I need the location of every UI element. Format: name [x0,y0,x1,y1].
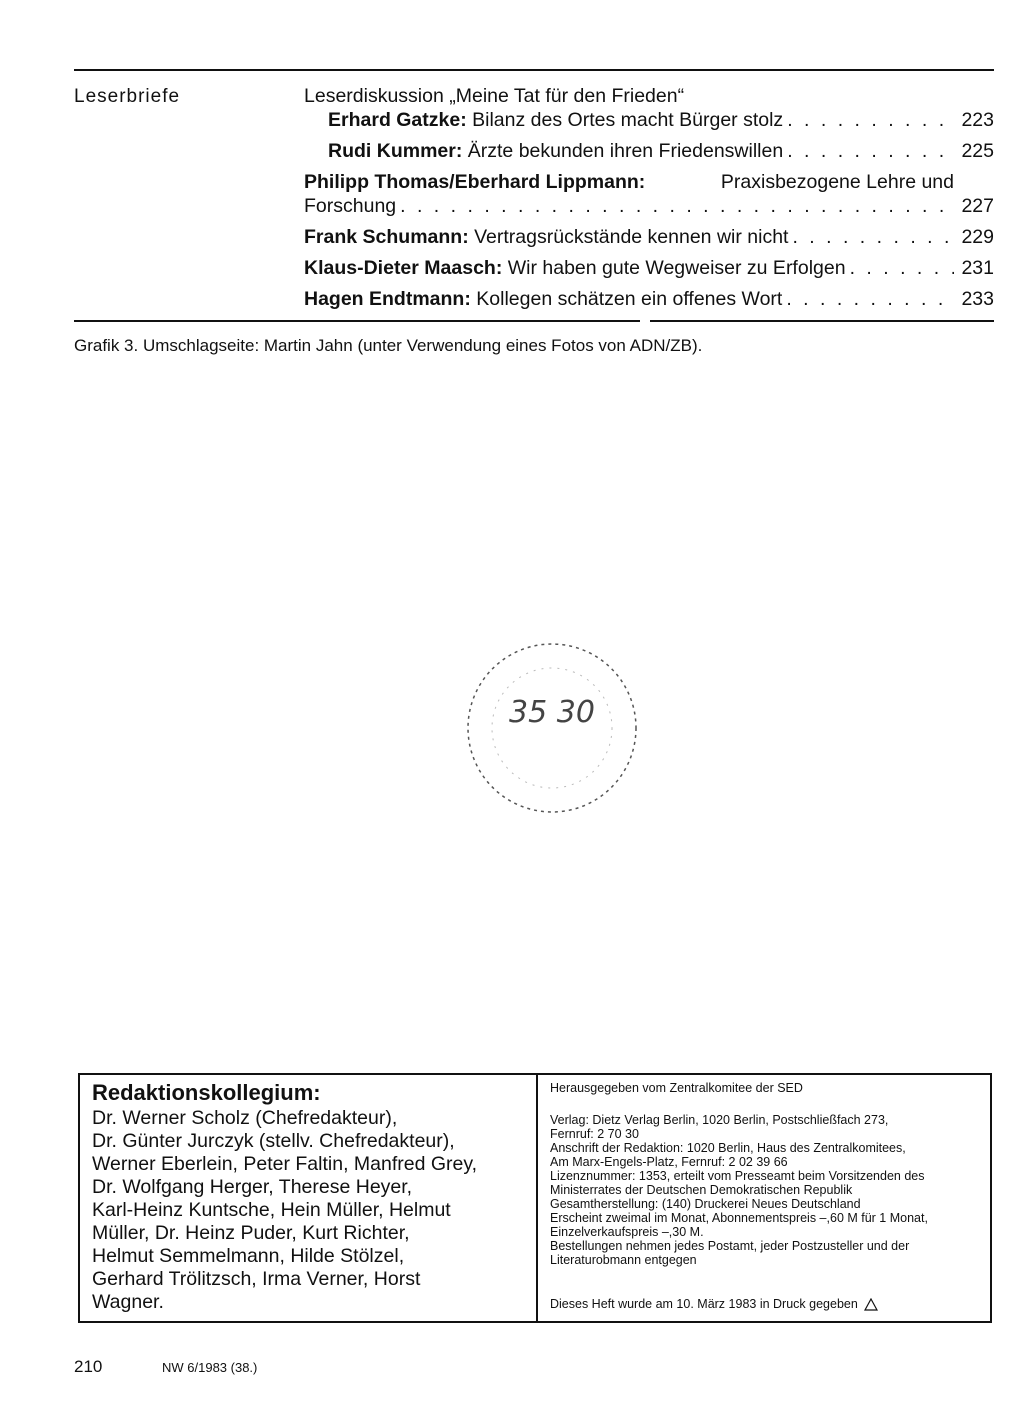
toc-author: Philipp Thomas/Eberhard Lippmann: [304,171,646,193]
cover-credit: Grafik 3. Umschlagseite: Martin Jahn (unter Verwendung eines Fotos von ADN/ZB). [74,336,703,355]
imprint-details [538,1075,990,1321]
toc-title: Kollegen schätzen ein offenes Wort [476,288,783,310]
issue-label: NW 6/1983 (38.) [162,1360,258,1375]
toc-page: 225 [961,140,994,162]
toc-author: Erhard Gatzke: [328,109,467,131]
leader-dots [787,108,954,132]
editorial-title: Redaktionskollegium: [92,1080,321,1105]
imprint-box [78,1073,992,1323]
member-line: Dr. Günter Jurczyk (stellv. Chefredakteur), [92,1130,455,1152]
toc-title: Praxisbezogene Lehre und [720,171,954,193]
imprint-line: Gesamtherstellung: (140) Druckerei Neues Deutschland [550,1197,861,1211]
imprint-line: Einzelverkaufspreis –,30 M. [550,1225,704,1239]
print-date-line [550,1297,878,1311]
toc-author: Klaus-Dieter Maasch: [304,257,503,279]
toc-title: Vertragsrückstände kennen wir nicht [474,226,789,248]
publisher-line: Herausgegeben vom Zentralkomitee der SED [550,1081,803,1095]
editorial-board [80,1075,538,1321]
editorial-members [92,1107,536,1314]
top-rule [74,69,994,71]
leader-dots [787,139,954,163]
page-number: 210 [74,1357,103,1376]
leader-dots [400,194,954,218]
toc-title-continued: Forschung [304,195,397,217]
imprint-line: Fernruf: 2 70 30 [550,1127,639,1141]
imprint-line: Anschrift der Redaktion: 1020 Berlin, Haus des Zentralkomitees, [550,1141,906,1155]
toc-page: 229 [961,226,994,248]
library-stamp [462,638,642,818]
triangle-icon [864,1298,878,1311]
toc-page: 223 [961,109,994,131]
toc-entry [304,287,994,311]
toc-author: Frank Schumann: [304,226,469,248]
member-line: Dr. Werner Scholz (Chefredakteur), [92,1107,398,1129]
imprint-line: Ministerrates der Deutschen Demokratischen Republik [550,1183,853,1197]
member-line: Gerhard Trölitzsch, Irma Verner, Horst [92,1268,421,1290]
leader-dots [792,225,954,249]
imprint-line: Am Marx-Engels-Platz, Fernruf: 2 02 39 66 [550,1155,788,1169]
toc-heading: Leserdiskussion „Meine Tat für den Frieden“ [304,85,685,107]
toc-entry [304,139,994,163]
toc-page: 227 [961,195,994,217]
divider-rule-left [74,320,640,322]
member-line: Helmut Semmelmann, Hilde Stölzel, [92,1245,405,1267]
imprint-line: Literaturobmann entgegen [550,1253,697,1267]
print-date-text: Dieses Heft wurde am 10. März 1983 in Druck gegeben [550,1297,858,1311]
member-line: Karl-Heinz Kuntsche, Hein Müller, Helmut [92,1199,451,1221]
imprint-line: Verlag: Dietz Verlag Berlin, 1020 Berlin, Postschließfach 273, [550,1113,889,1127]
toc-title: Bilanz des Ortes macht Bürger stolz [472,109,784,131]
toc-entry [304,256,994,280]
toc-title: Ärzte bekunden ihren Friedenswillen [467,140,784,162]
toc-author: Rudi Kummer: [328,140,463,162]
imprint-line: Lizenznummer: 1353, erteilt vom Presseamt beim Vorsitzenden des [550,1169,925,1183]
divider-rule-right [650,320,994,322]
table-of-contents [304,84,994,318]
toc-page: 231 [961,257,994,279]
section-label: Leserbriefe [74,86,181,107]
stamp-text: 35 30 [509,695,595,730]
toc-author: Hagen Endtmann: [304,288,471,310]
leader-dots [786,287,954,311]
toc-title: Wir haben gute Wegweiser zu Erfolgen [507,257,846,279]
member-line: Müller, Dr. Heinz Puder, Kurt Richter, [92,1222,410,1244]
toc-entry [304,225,994,249]
member-line: Werner Eberlein, Peter Faltin, Manfred Grey, [92,1153,478,1175]
member-line: Dr. Wolfgang Herger, Therese Heyer, [92,1176,413,1198]
member-line: Wagner. [92,1291,164,1313]
toc-entry [304,108,994,132]
leader-dots [850,256,954,280]
toc-page: 233 [961,288,994,310]
toc-entry [304,170,994,218]
imprint-line: Erscheint zweimal im Monat, Abonnementspreis –,60 M für 1 Monat, [550,1211,928,1225]
imprint-line: Bestellungen nehmen jedes Postamt, jeder Postzusteller und der [550,1239,910,1253]
